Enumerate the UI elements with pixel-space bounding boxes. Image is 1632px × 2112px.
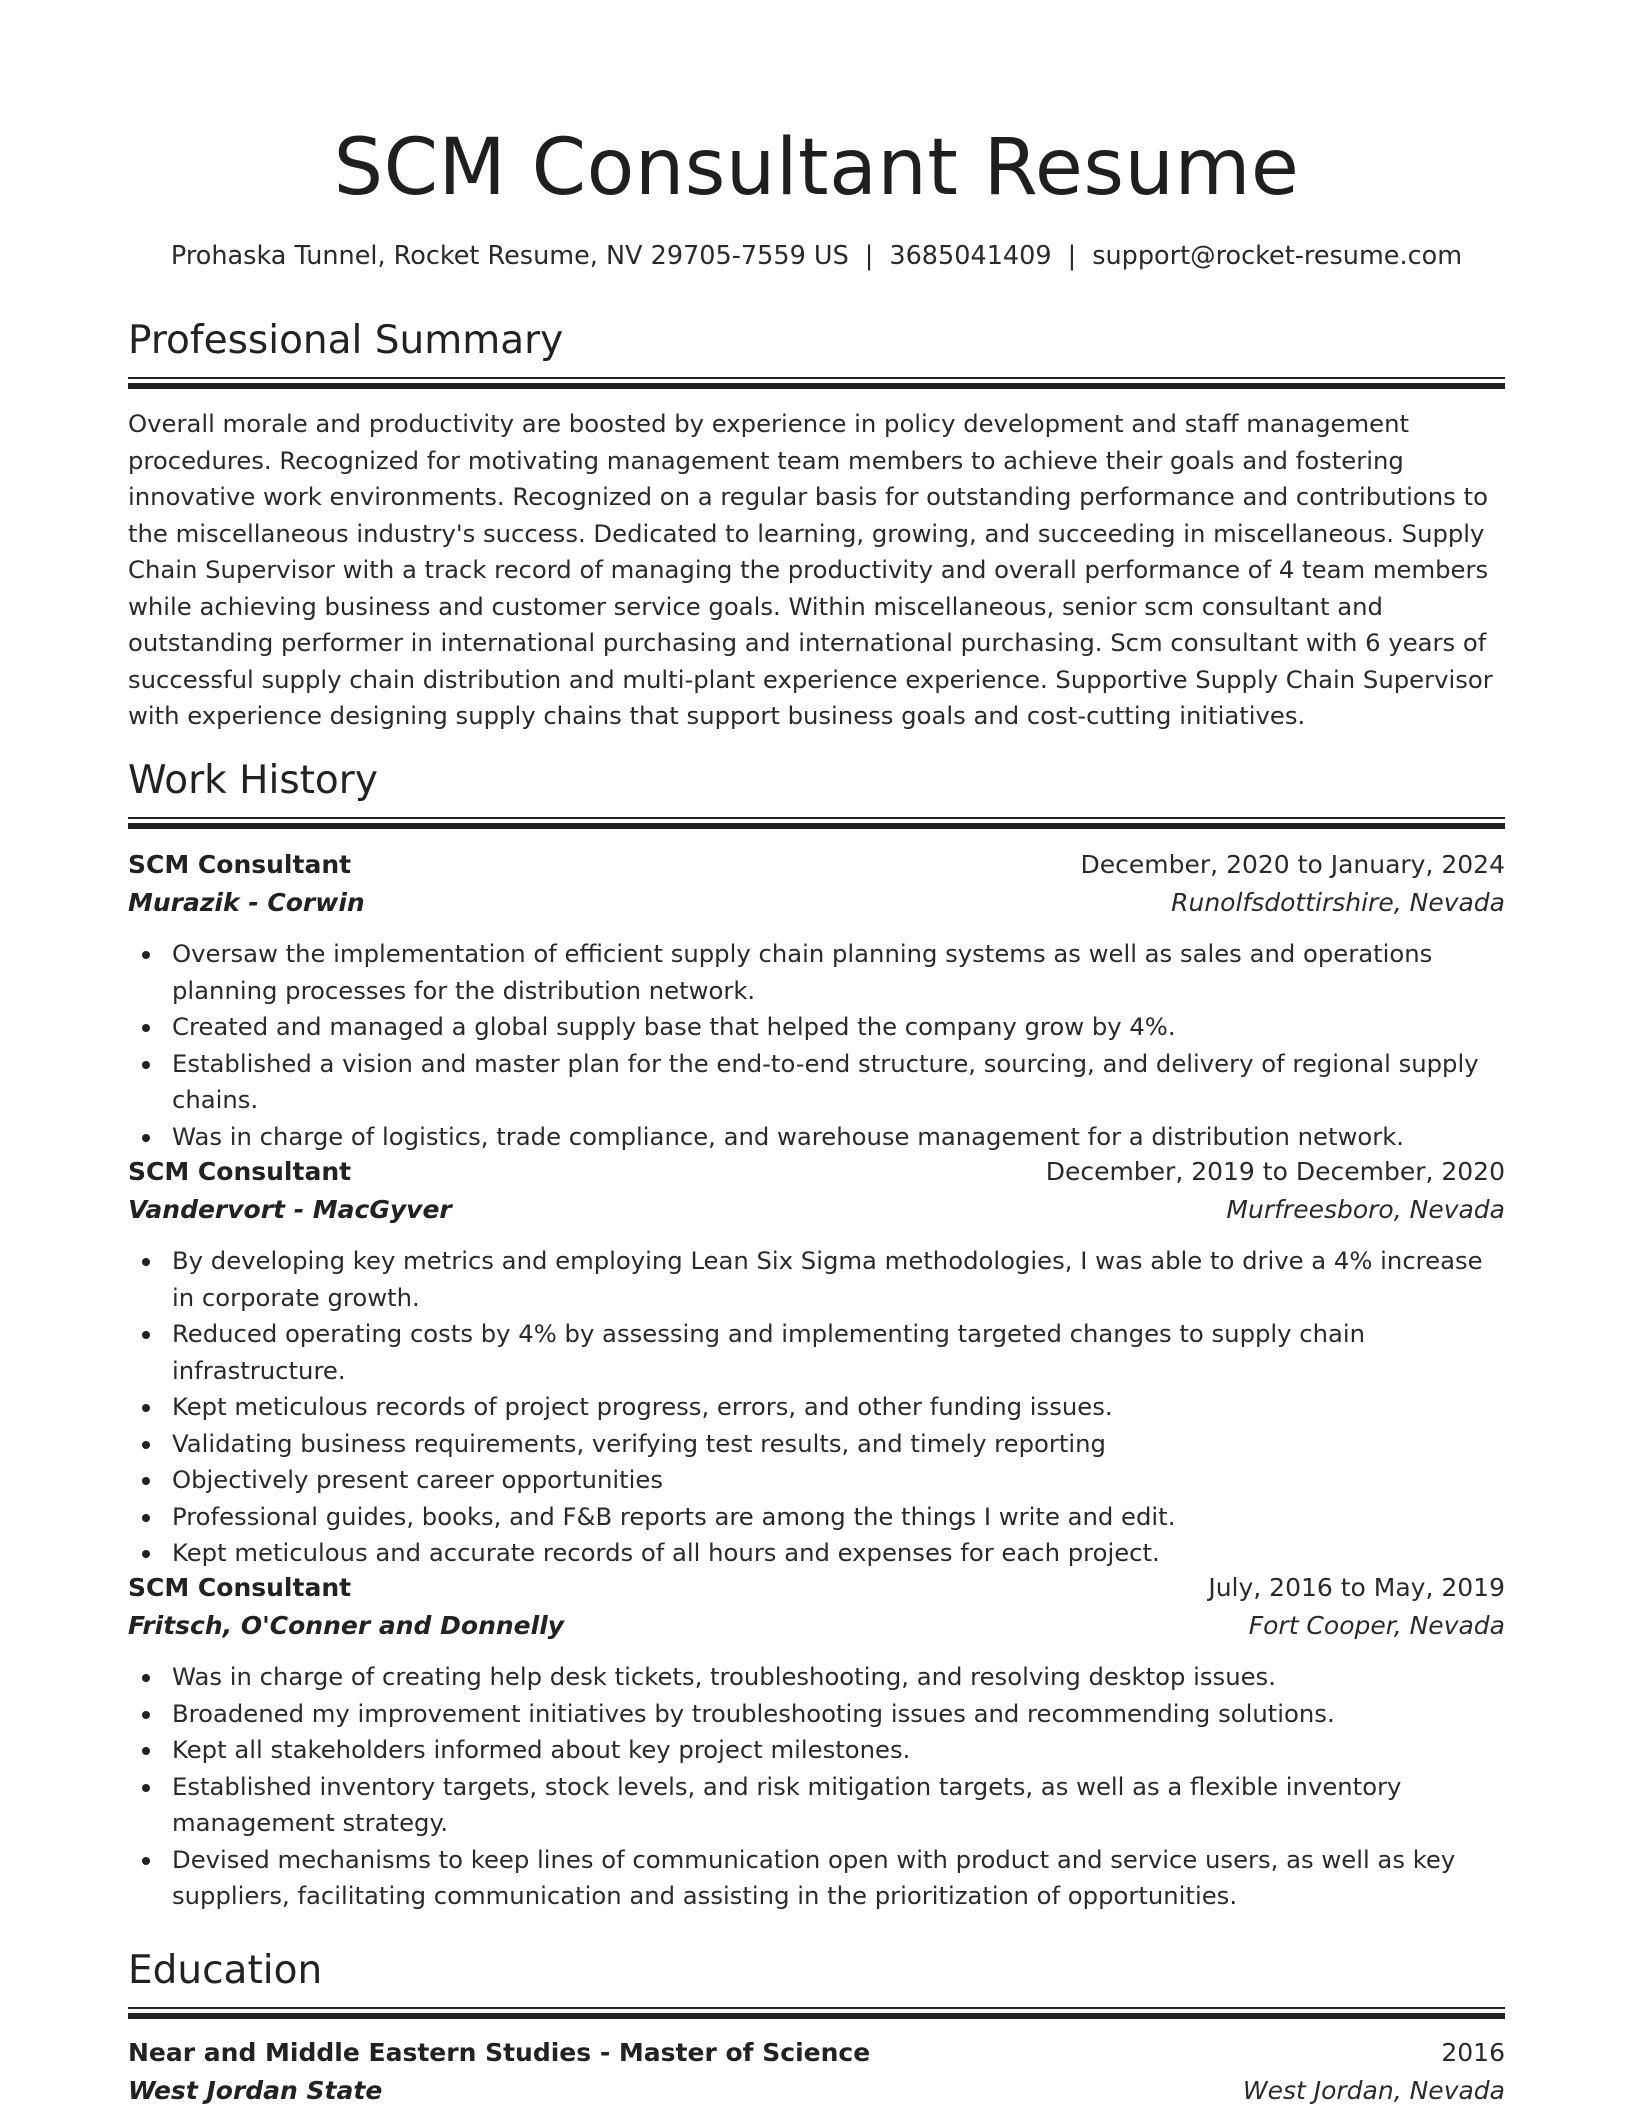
section-rule — [128, 377, 1505, 379]
job-title: SCM Consultant — [128, 850, 352, 879]
job-bullet: Was in charge of logistics, trade compliance, and warehouse management for a distribution network. — [172, 1119, 1505, 1156]
section-heading-work-history: Work History — [128, 758, 378, 803]
job-bullet: Was in charge of creating help desk tickets, troubleshooting, and resolving desktop issues. — [172, 1659, 1505, 1696]
job-bullet: Reduced operating costs by 4% by assessing and implementing targeted changes to supply chain infrastructure. — [172, 1316, 1505, 1389]
summary-section — [128, 315, 1505, 735]
education-section — [128, 1945, 1505, 2019]
section-heading-education: Education — [128, 1948, 323, 1993]
job-header-row — [128, 846, 1505, 884]
contact-email: support@rocket-resume.com — [1092, 241, 1463, 271]
job-company-row — [128, 1607, 1505, 1645]
job-entry — [128, 846, 1505, 1155]
job-bullet: Validating business requirements, verifying test results, and timely reporting — [172, 1426, 1505, 1463]
job-bullet: Kept all stakeholders informed about key project milestones. — [172, 1732, 1505, 1769]
job-bullet-list — [128, 1243, 1505, 1572]
education-year: 2016 — [1441, 2038, 1505, 2067]
contact-phone: 3685041409 — [889, 241, 1052, 271]
section-rule-thick — [128, 383, 1505, 389]
job-bullet: Kept meticulous records of project progress, errors, and other funding issues. — [172, 1389, 1505, 1426]
job-bullet-list — [128, 936, 1505, 1155]
job-company: Vandervort - MacGyver — [128, 1195, 452, 1224]
job-header-row — [128, 1153, 1505, 1191]
job-bullet-list — [128, 1659, 1505, 1915]
job-entry — [128, 1153, 1505, 1572]
job-company: Murazik - Corwin — [128, 888, 365, 917]
job-title: SCM Consultant — [128, 1157, 352, 1186]
job-bullet: Kept meticulous and accurate records of all hours and expenses for each project. — [172, 1535, 1505, 1572]
job-entry — [128, 1569, 1505, 1915]
job-dates: July, 2016 to May, 2019 — [1208, 1573, 1505, 1602]
contact-address: Prohaska Tunnel, Rocket Resume, NV 29705-7559 US — [170, 241, 849, 271]
job-bullet: Established inventory targets, stock levels, and risk mitigation targets, as well as a flexible inventory management strategy. — [172, 1769, 1505, 1842]
job-location: Murfreesboro, Nevada — [1226, 1195, 1505, 1224]
contact-separator: | — [1067, 241, 1077, 271]
job-company-row — [128, 884, 1505, 922]
job-bullet: Professional guides, books, and F&B reports are among the things I write and edit. — [172, 1499, 1505, 1536]
job-bullet: Objectively present career opportunities — [172, 1462, 1505, 1499]
education-school: West Jordan State — [128, 2076, 383, 2105]
education-school-row — [128, 2072, 1505, 2110]
work-history-section — [128, 755, 1505, 829]
section-heading-summary: Professional Summary — [128, 318, 564, 363]
education-degree: Near and Middle Eastern Studies - Master of Science — [128, 2038, 871, 2067]
job-header-row — [128, 1569, 1505, 1607]
summary-text: Overall morale and productivity are boosted by experience in policy development and staff management procedures. Recognized for motivating management team members to achieve their goals and fostering innovative work environments. Recognized on a regular basis for outstanding performance and contributions to the miscellaneous industry's success. Dedicated to learning, growing, and succeeding in miscellaneous. Supply Chain Supervisor with a track record of managing the productivity and overall performance of 4 team members while achieving business and customer service goals. Within miscellaneous, senior scm consultant and outstanding performer in international purchasing and international purchasing. Scm consultant with 6 years of successful supply chain distribution and multi-plant experience experience. Supportive Supply Chain Supervisor with experience designing supply chains that support business goals and cost-cutting initiatives. — [128, 409, 1493, 730]
job-title: SCM Consultant — [128, 1573, 352, 1602]
contact-line — [128, 238, 1505, 274]
job-company: Fritsch, O'Conner and Donnelly — [128, 1611, 565, 1640]
job-bullet: Devised mechanisms to keep lines of communication open with product and service users, as well as key suppliers, facilitating communication and assisting in the prioritization of opportunities. — [172, 1842, 1505, 1915]
section-rule — [128, 817, 1505, 819]
job-location: Runolfsdottirshire, Nevada — [1171, 888, 1505, 917]
section-rule-thick — [128, 2013, 1505, 2019]
contact-separator: | — [864, 241, 874, 271]
education-header-row — [128, 2034, 1505, 2072]
resume-title: SCM Consultant Resume — [333, 123, 1300, 213]
section-rule-thick — [128, 823, 1505, 829]
job-bullet: Established a vision and master plan for the end-to-end structure, sourcing, and delivery of regional supply chains. — [172, 1046, 1505, 1119]
job-location: Fort Cooper, Nevada — [1248, 1611, 1505, 1640]
education-location: West Jordan, Nevada — [1242, 2076, 1505, 2105]
job-dates: December, 2020 to January, 2024 — [1080, 850, 1505, 879]
job-company-row — [128, 1191, 1505, 1229]
section-rule — [128, 2007, 1505, 2009]
education-entry — [128, 2034, 1505, 2110]
job-bullet: Broadened my improvement initiatives by troubleshooting issues and recommending solutions. — [172, 1696, 1505, 1733]
job-bullet: Oversaw the implementation of efficient supply chain planning systems as well as sales and operations planning processes for the distribution network. — [172, 936, 1505, 1009]
job-bullet: By developing key metrics and employing Lean Six Sigma methodologies, I was able to drive a 4% increase in corporate growth. — [172, 1243, 1505, 1316]
job-bullet: Created and managed a global supply base that helped the company grow by 4%. — [172, 1009, 1505, 1046]
job-dates: December, 2019 to December, 2020 — [1045, 1157, 1505, 1186]
